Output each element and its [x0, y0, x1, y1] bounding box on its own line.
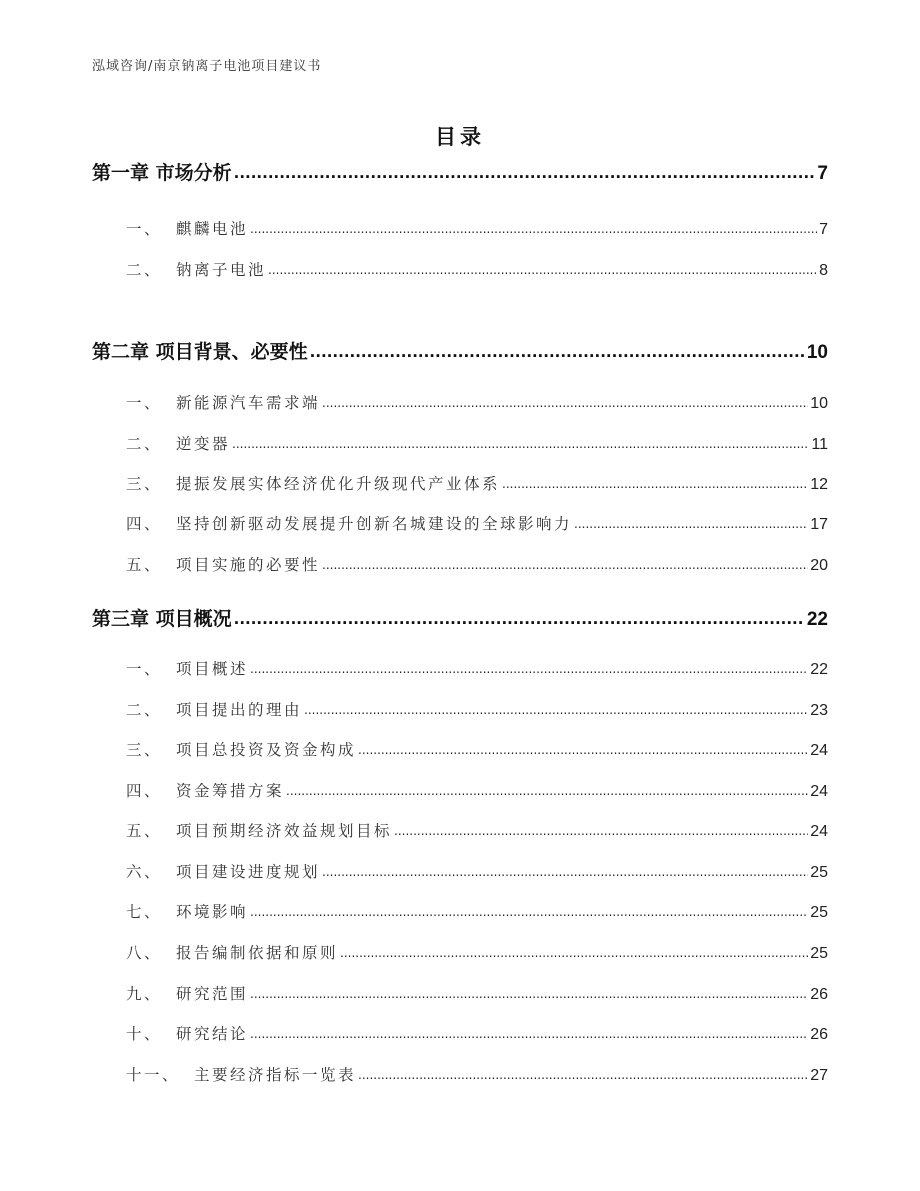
toc-section-entry[interactable] [126, 1063, 828, 1085]
toc-chapter-entry[interactable] [92, 337, 828, 364]
toc-entry-text: 报告编制依据和原则 [176, 944, 339, 962]
dot-leader [286, 784, 808, 798]
toc-section-entry[interactable] [126, 982, 828, 1004]
toc-entry-text: 麒麟电池 [176, 220, 249, 238]
toc-entry-label [92, 604, 232, 631]
toc-section-entry[interactable] [126, 258, 828, 280]
toc-entry-label [126, 779, 284, 801]
toc-entry-label [92, 337, 308, 364]
toc-page-number: 24 [810, 823, 828, 840]
toc-section-entry[interactable] [126, 432, 828, 454]
toc-page-number: 22 [806, 609, 828, 630]
toc-entry-text: 项目总投资及资金构成 [176, 741, 357, 759]
toc-entry-text: 新能源汽车需求端 [176, 394, 321, 412]
toc-entry-number: 七、 [126, 903, 163, 921]
toc-entry-label [126, 819, 392, 841]
toc-entry-number: 二、 [126, 701, 163, 719]
toc-entry-label [126, 432, 230, 454]
toc-section-entry[interactable] [126, 657, 828, 679]
toc-entry-number: 五、 [126, 556, 163, 574]
dot-leader [322, 558, 808, 572]
toc-section-entry[interactable] [126, 698, 828, 720]
dot-leader [250, 987, 808, 1001]
toc-page-number: 12 [810, 476, 828, 493]
toc-page-number: 10 [810, 395, 828, 412]
toc-entry-label [126, 472, 500, 494]
toc-section-entry[interactable] [126, 512, 828, 534]
toc-entry-number: 八、 [126, 944, 163, 962]
dot-leader [250, 1027, 808, 1041]
dot-leader [502, 477, 808, 491]
toc-page-number: 26 [810, 986, 828, 1003]
running-header: 泓域咨询/南京钠离子电池项目建议书 [92, 59, 322, 74]
toc-page-number: 17 [810, 516, 828, 533]
toc-entry-text: 项目实施的必要性 [176, 556, 321, 574]
dot-leader [234, 610, 805, 628]
dot-leader [304, 703, 808, 717]
toc-entry-text: 研究范围 [176, 985, 249, 1003]
dot-leader [232, 437, 809, 451]
toc-entry-text: 提振发展实体经济优化升级现代产业体系 [176, 475, 501, 493]
toc-entry-text: 项目概述 [176, 660, 249, 678]
toc-chapter-entry[interactable] [92, 158, 828, 185]
toc-entry-number: 三、 [126, 741, 163, 759]
toc-entry-number: 一、 [126, 394, 163, 412]
toc-page-number: 24 [810, 742, 828, 759]
toc-entry-number: 四、 [126, 782, 163, 800]
toc-page-number: 8 [819, 262, 828, 279]
toc-section-entry[interactable] [126, 941, 828, 963]
toc-entry-text: 环境影响 [176, 903, 249, 921]
toc-section-entry[interactable] [126, 217, 828, 239]
toc-entry-text: 项目提出的理由 [176, 701, 303, 719]
toc-page-number: 26 [810, 1026, 828, 1043]
toc-entry-label [126, 1022, 248, 1044]
dot-leader [358, 1068, 808, 1082]
toc-entry-text: 第二章 项目背景、必要性 [92, 341, 308, 363]
toc-section-entry[interactable] [126, 819, 828, 841]
toc-entry-number: 三、 [126, 475, 163, 493]
toc-entry-label [126, 982, 248, 1004]
toc-page-number: 23 [810, 702, 828, 719]
toc-entry-text: 逆变器 [176, 435, 231, 453]
toc-entry-number: 九、 [126, 985, 163, 1003]
toc-page-number: 25 [810, 864, 828, 881]
dot-leader [574, 517, 808, 531]
dot-leader [250, 905, 808, 919]
toc-entry-text: 主要经济指标一览表 [194, 1066, 357, 1084]
dot-leader [310, 343, 805, 361]
toc-page-number: 20 [810, 557, 828, 574]
toc-entry-number: 一、 [126, 220, 163, 238]
dot-leader [322, 396, 808, 410]
toc-entry-text: 研究结论 [176, 1025, 249, 1043]
toc-entry-text: 第三章 项目概况 [92, 608, 232, 630]
toc-page-number: 25 [810, 945, 828, 962]
dot-leader [250, 222, 817, 236]
toc-section-entry[interactable] [126, 779, 828, 801]
toc-entry-number: 十、 [126, 1025, 163, 1043]
toc-page-number: 7 [817, 163, 828, 184]
toc-section-entry[interactable] [126, 900, 828, 922]
toc-page-number: 7 [819, 221, 828, 238]
toc-entry-label [126, 217, 248, 239]
toc-entry-number: 五、 [126, 822, 163, 840]
toc-page-number: 27 [810, 1067, 828, 1084]
toc-entry-label [126, 698, 302, 720]
toc-entry-label [126, 860, 320, 882]
dot-leader [394, 824, 808, 838]
toc-entry-label [126, 941, 338, 963]
toc-entry-label [126, 900, 248, 922]
toc-section-entry[interactable] [126, 472, 828, 494]
toc-entry-text: 项目预期经济效益规划目标 [176, 822, 393, 840]
toc-section-entry[interactable] [126, 1022, 828, 1044]
toc-page-number: 10 [806, 342, 828, 363]
toc-page-number: 24 [810, 783, 828, 800]
toc-page-number: 11 [811, 436, 828, 453]
toc-entry-text: 钠离子电池 [176, 261, 267, 279]
toc-entry-number: 十一、 [126, 1066, 181, 1084]
toc-section-entry[interactable] [126, 391, 828, 413]
toc-entry-label [126, 553, 320, 575]
toc-entry-number: 六、 [126, 863, 163, 881]
toc-entry-label [92, 158, 232, 185]
dot-leader [322, 865, 808, 879]
toc-entry-label [126, 258, 266, 280]
toc-entry-label [126, 391, 320, 413]
toc-section-entry[interactable] [126, 860, 828, 882]
toc-chapter-entry[interactable] [92, 604, 828, 631]
toc-entry-text: 坚持创新驱动发展提升创新名城建设的全球影响力 [176, 515, 573, 533]
toc-entry-label [126, 738, 356, 760]
toc-entry-number: 二、 [126, 435, 163, 453]
dot-leader [250, 662, 808, 676]
toc-entry-label [126, 657, 248, 679]
toc-entry-text: 第一章 市场分析 [92, 162, 232, 184]
toc-page-number: 22 [810, 661, 828, 678]
toc-title: 目录 [435, 125, 485, 149]
toc-section-entry[interactable] [126, 553, 828, 575]
toc-entry-number: 二、 [126, 261, 163, 279]
dot-leader [358, 743, 808, 757]
toc-entry-text: 资金筹措方案 [176, 782, 285, 800]
toc-section-entry[interactable] [126, 738, 828, 760]
toc-page-number: 25 [810, 904, 828, 921]
toc-entry-label [126, 1063, 356, 1085]
toc-entry-text: 项目建设进度规划 [176, 863, 321, 881]
toc-entry-label [126, 512, 572, 534]
dot-leader [234, 164, 816, 182]
toc-entry-number: 四、 [126, 515, 163, 533]
dot-leader [268, 263, 817, 277]
dot-leader [340, 946, 808, 960]
toc-entry-number: 一、 [126, 660, 163, 678]
